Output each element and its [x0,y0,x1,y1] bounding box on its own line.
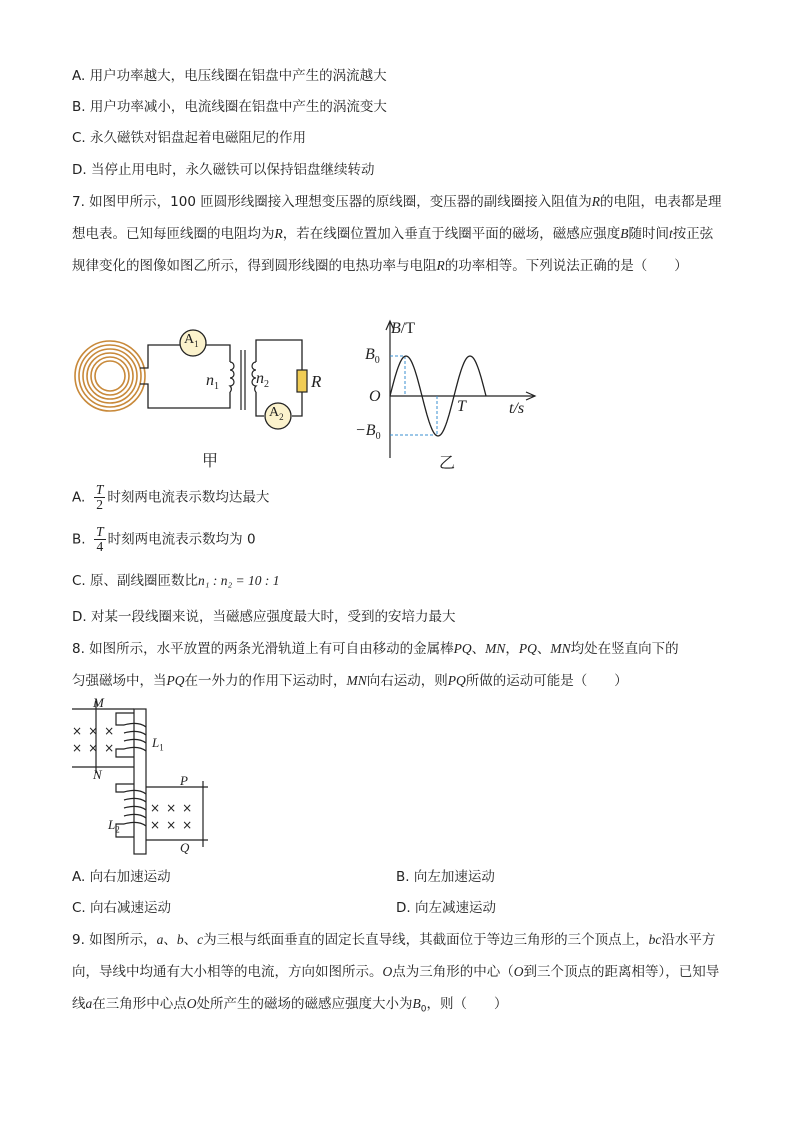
q6-option-c: C. 永久磁铁对铝盘起着电磁阻尼的作用 [72,130,307,146]
fraction-t-over-2: $\frac{T}{2}$ [95,482,104,512]
coil-l2 [124,790,146,826]
q8-stem: 8. 如图所示，水平放置的两条光滑轨道上有可自由移动的金属棒PQ、MN，PQ、MN均处在竖直向下的 匀强磁场中，当PQ在一外力的作用下运动时，MN向右运动，则PQ所做的运动可能是（ ） [72,641,679,689]
q8-option-c: C. 向右减速运动 [72,900,172,916]
b0-label: $B_0$ [365,346,380,367]
n2-label: $n_2$ [256,370,269,391]
field-crosses-upper: ××× ××× [72,724,121,755]
q8-option-d: D. 向左减速运动 [396,900,496,916]
label-m: M [93,695,104,710]
graph-ylabel: B/T [391,320,415,337]
period-label: T [457,398,466,415]
q6-option-b: B. 用户功率减小，电流线圈在铝盘中产生的涡流变大 [72,99,387,115]
resistor [297,370,307,392]
label-n: N [93,767,102,782]
label-l2: $L_2$ [108,817,120,835]
q6-option-d: D. 当停止用电时，永久磁铁可以保持铝盘继续转动 [72,162,375,178]
figure-jia [70,320,340,470]
q7-option-d: D. 对某一段线圈来说，当磁感应强度最大时，受到的安培力最大 [72,609,456,625]
label-p: P [180,773,188,788]
primary-coil [230,362,234,392]
a1-label: $A_1$ [184,332,199,349]
coil-rings [75,341,145,411]
graph-xlabel: t/s [509,400,525,417]
q8-option-b: B. 向左加速运动 [396,869,495,885]
figure-yi [355,318,545,473]
figure-jia-caption: 甲 [202,451,219,470]
q7-option-b: B. $\frac{T}{4}$ 时刻两电流表示数均为 0 [72,524,256,554]
fraction-t-over-4: $\frac{T}{4}$ [96,524,104,554]
iron-bar [134,709,146,854]
q7-option-c: C. 原、副线圈匝数比n₁ : n₂ = 10 : 1 [72,573,280,589]
field-crosses-lower: ××× ××× [150,801,199,832]
label-q: Q [180,840,190,855]
figure-q8 [72,697,222,862]
a2-label: $A_2$ [269,405,284,422]
iron-core [241,350,245,410]
q8-option-a: A. 向右加速运动 [72,869,171,885]
q7-option-a: A. $\frac{T}{2}$ 时刻两电流表示数均达最大 [72,482,270,512]
q6-option-a: A. 用户功率越大，电压线圈在铝盘中产生的涡流越大 [72,68,387,84]
q7-stem: 7. 如图甲所示，100 匝圆形线圈接入理想变压器的原线圈，变压器的副线圈接入阻值为R的电阻，电表都是理想电表。已知每匝线圈的电阻均为R，若在线圈位置加入垂直于线圈平面的磁场，磁感应强度B随时间t按正弦规律变化的图像如图乙所示，得到圆形线圈的电热功率与电阻R的功率相等。下列说法正确的是（ ） [72,194,722,274]
origin-label: O [369,388,381,405]
r-label: R [311,372,322,391]
figure-yi-caption: 乙 [439,453,456,472]
neg-b0-label: $-B_0$ [355,422,381,443]
q9-stem: 9. 如图所示，a、b、c为三根与纸面垂直的固定长直导线，其截面位于等边三角形的三个顶点上，bc沿水平方向，导线中均通有大小相等的电流，方向如图所示。O点为三角形的中心（O到三个顶点的距离相等），已知导线a在三角形中心点O处所产生的磁场的磁感应强度大小为$B_0$，则（ ） [72,932,720,1015]
coil-l1 [124,723,146,751]
n1-label: $n_1$ [206,372,219,393]
label-l1: $L_1$ [152,735,164,753]
